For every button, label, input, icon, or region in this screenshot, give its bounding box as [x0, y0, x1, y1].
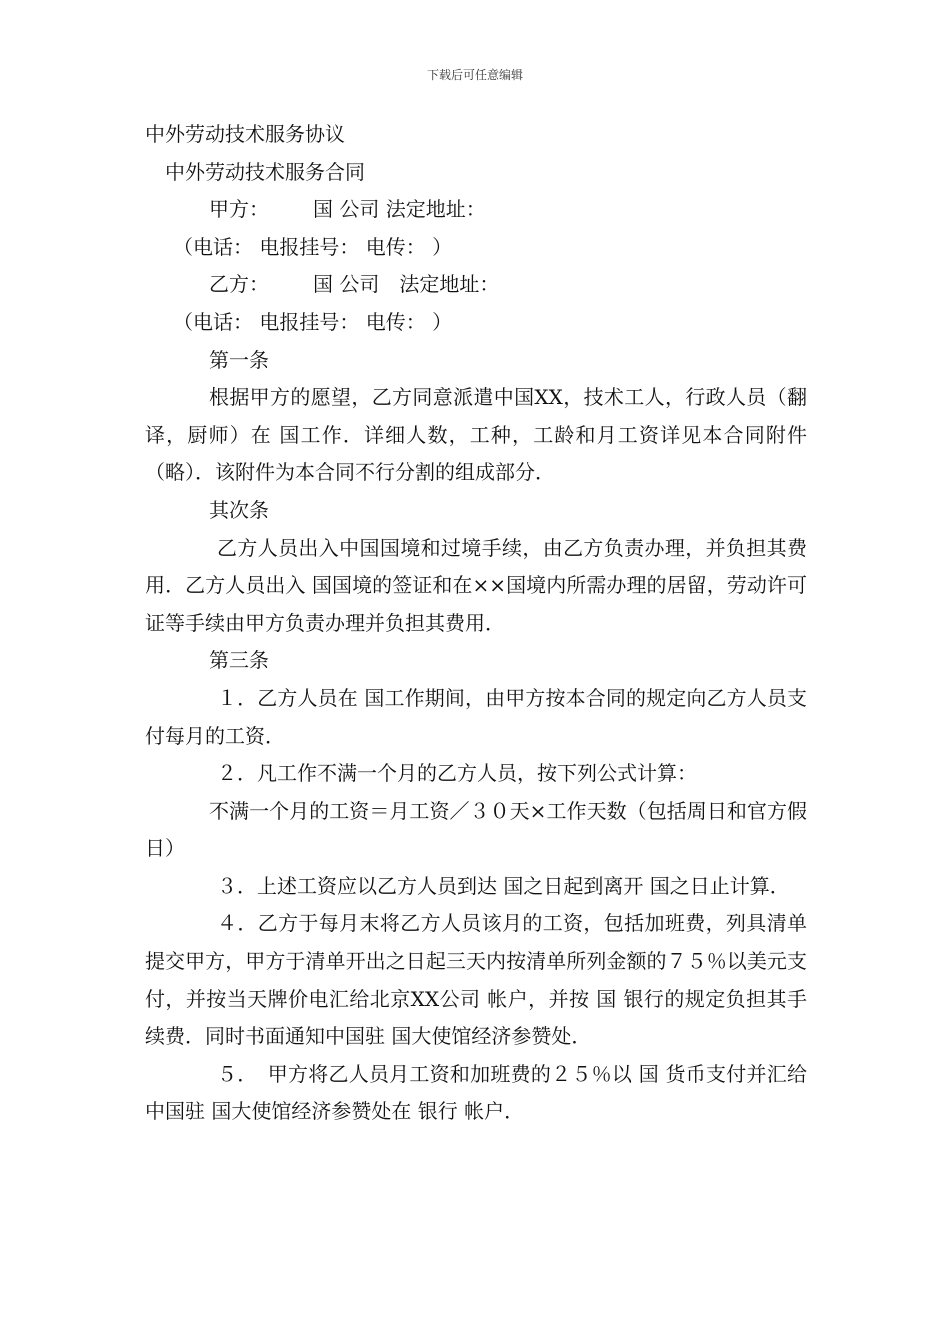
document-body [145, 116, 807, 1131]
party-b-label: 乙方： [209, 272, 269, 297]
article-3-item-3: ３．上述工资应以乙方人员到达 国之日起到离开 国之日止计算． [217, 873, 790, 898]
document-title: 中外劳动技术服务协议 [145, 122, 345, 146]
party-b-contact: （电话： 电报挂号： 电传： ） [173, 309, 453, 334]
contract-subtitle: 中外劳动技术服务合同 [165, 159, 365, 184]
article-3-item-2: ２．凡工作不满一个月的乙方人员，按下列公式计算： [217, 761, 697, 786]
article-3-item-1: １．乙方人员在 国工作期间，由甲方按本合同的规定向乙方人员支付每月的工资． [145, 685, 807, 748]
article-3-formula: 不满一个月的工资＝月工资／３０天×工作天数（包括周日和官方假日） [145, 798, 807, 861]
article-2-heading: 其次条 [209, 497, 269, 522]
party-a-company: 国 公司 法定地址： [313, 197, 486, 222]
article-3-item-4: ４．乙方于每月末将乙方人员该月的工资，包括加班费，列具清单提交甲方，甲方于清单开出之日起三天内按清单所列金额的７５％以美元支付，并按当天牌价电汇给北京XX公司 帐户，并按 国 银行的规定负担其手续费．同时书面通知中国驻 国大使馆经济参赞处． [145, 911, 807, 1049]
article-3-item-5: ５． 甲方将乙人员月工资和加班费的２５％以 国 货币支付并汇给中国驻 国大使馆经济参赞处在 银行 帐户． [145, 1061, 807, 1124]
article-3-heading: 第三条 [209, 648, 269, 673]
party-a-line [145, 191, 807, 229]
party-a-contact: （电话： 电报挂号： 电传： ） [173, 234, 453, 259]
article-1-heading: 第一条 [209, 347, 269, 372]
party-b-line [145, 266, 807, 304]
party-b-company: 国 公司 法定地址： [313, 272, 500, 297]
article-1-text: 根据甲方的愿望，乙方同意派遣中国XX，技术工人，行政人员（翻译，厨师）在 国工作．详细人数，工种，工龄和月工资详见本合同附件（略）．该附件为本合同不行分割的组成部分． [145, 385, 807, 485]
header-note: 下载后可任意编辑 [426, 68, 523, 82]
party-a-label: 甲方： [209, 197, 269, 222]
article-2-text: 乙方人员出入中国国境和过境手续，由乙方负责办理，并负担其费用．乙方人员出入 国国境的签证和在××国境内所需办理的居留，劳动许可证等手续由甲方负责办理并负担其费用． [145, 535, 807, 635]
